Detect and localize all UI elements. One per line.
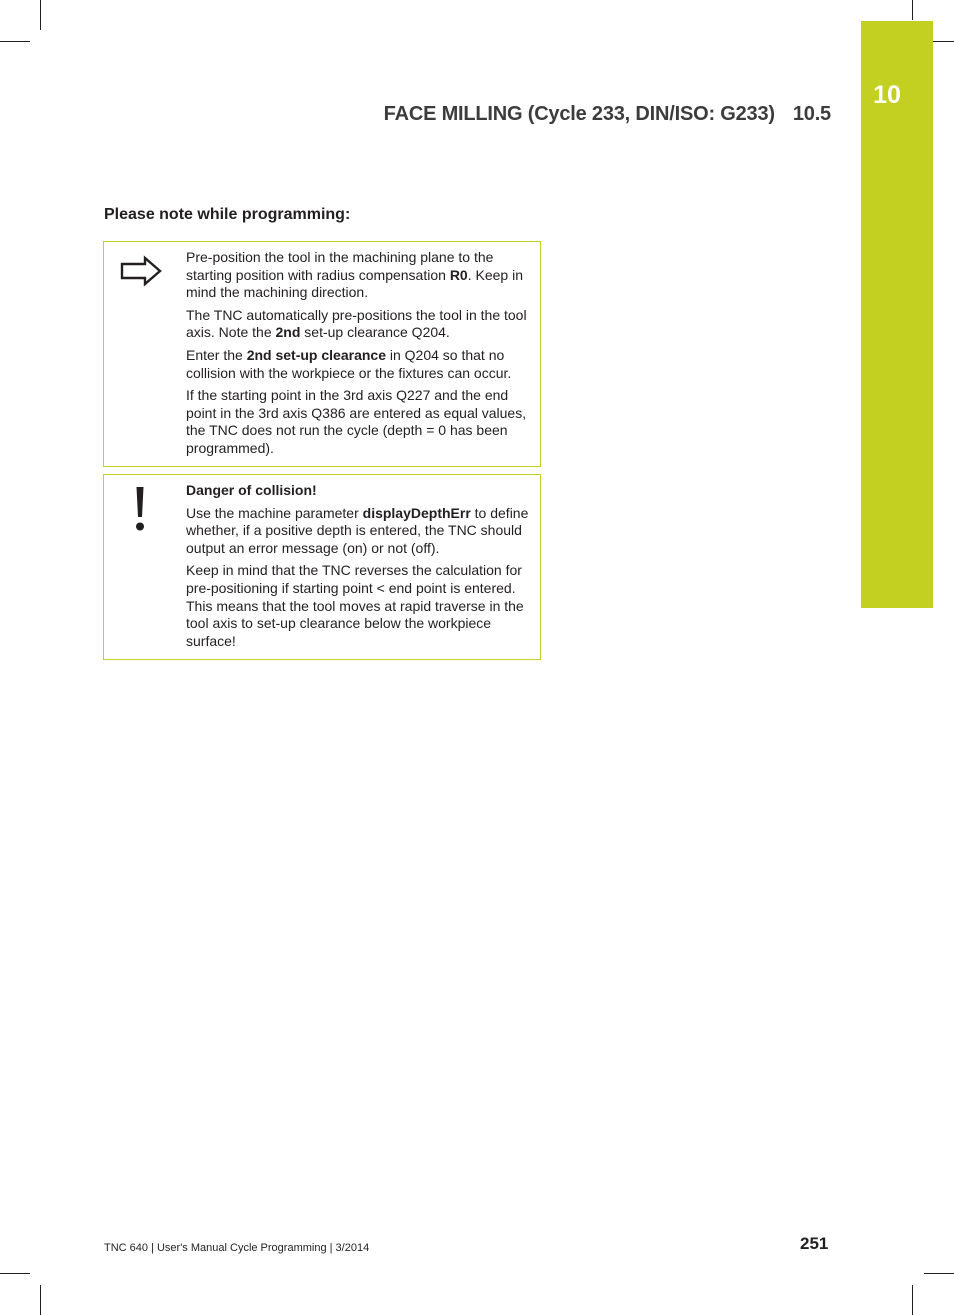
keyword: R0 xyxy=(449,266,468,283)
header-section-number: 10.5 xyxy=(792,103,831,125)
warning-box xyxy=(103,474,541,660)
warning-paragraph: Keep in mind that the TNC reverses the calculation for pre-positioning if starting point < end point is entered. This means that the tool moves at rapid traverse in the tool axis to set-up clearance below the workpiece surface! xyxy=(186,562,524,649)
warning-paragraph: Use the machine parameter displayDepthErr to define whether, if a positive depth is entered, the TNC should output an error message (on) or not (off). xyxy=(186,504,529,556)
chapter-number: 10 xyxy=(873,81,901,109)
warning-heading: Danger of collision! xyxy=(186,482,317,498)
header-title: FACE MILLING (Cycle 233, DIN/ISO: G233) xyxy=(383,103,775,125)
running-header xyxy=(384,103,831,126)
crop-mark xyxy=(912,1285,913,1315)
note-text xyxy=(186,242,540,466)
arrow-right-icon xyxy=(118,255,164,292)
page-number: 251 xyxy=(800,1234,829,1253)
note-paragraph: Enter the 2nd set-up clearance in Q204 so that no collision with the workpiece or the fixtures can occur. xyxy=(186,346,512,381)
chapter-tab xyxy=(861,21,933,608)
crop-mark xyxy=(924,1273,954,1274)
note-paragraph: The TNC automatically pre-positions the tool in the tool axis. Note the 2nd set-up clearance Q204. xyxy=(186,306,527,341)
crop-mark xyxy=(0,41,30,42)
keyword: 2nd xyxy=(275,324,301,341)
crop-mark xyxy=(40,1285,41,1315)
section-title: Please note while programming: xyxy=(104,206,351,223)
note-paragraph: Pre-position the tool in the machining plane to the starting position with radius compensation R0. Keep in mind the machining direction. xyxy=(186,249,523,301)
keyword: 2nd set-up clearance xyxy=(246,346,386,363)
crop-mark xyxy=(0,1273,30,1274)
crop-mark xyxy=(40,0,41,30)
crop-mark xyxy=(912,0,913,20)
note-box xyxy=(103,241,541,467)
keyword: displayDepthErr xyxy=(362,504,471,521)
footer-text: TNC 640 | User's Manual Cycle Programming | 3/2014 xyxy=(104,1242,370,1254)
exclamation-icon xyxy=(132,487,148,538)
warning-text xyxy=(186,475,540,658)
note-paragraph: If the starting point in the 3rd axis Q227 and the end point in the 3rd axis Q386 are entered as equal values, the TNC does not run the cycle (depth = 0 has been programmed). xyxy=(186,387,527,456)
